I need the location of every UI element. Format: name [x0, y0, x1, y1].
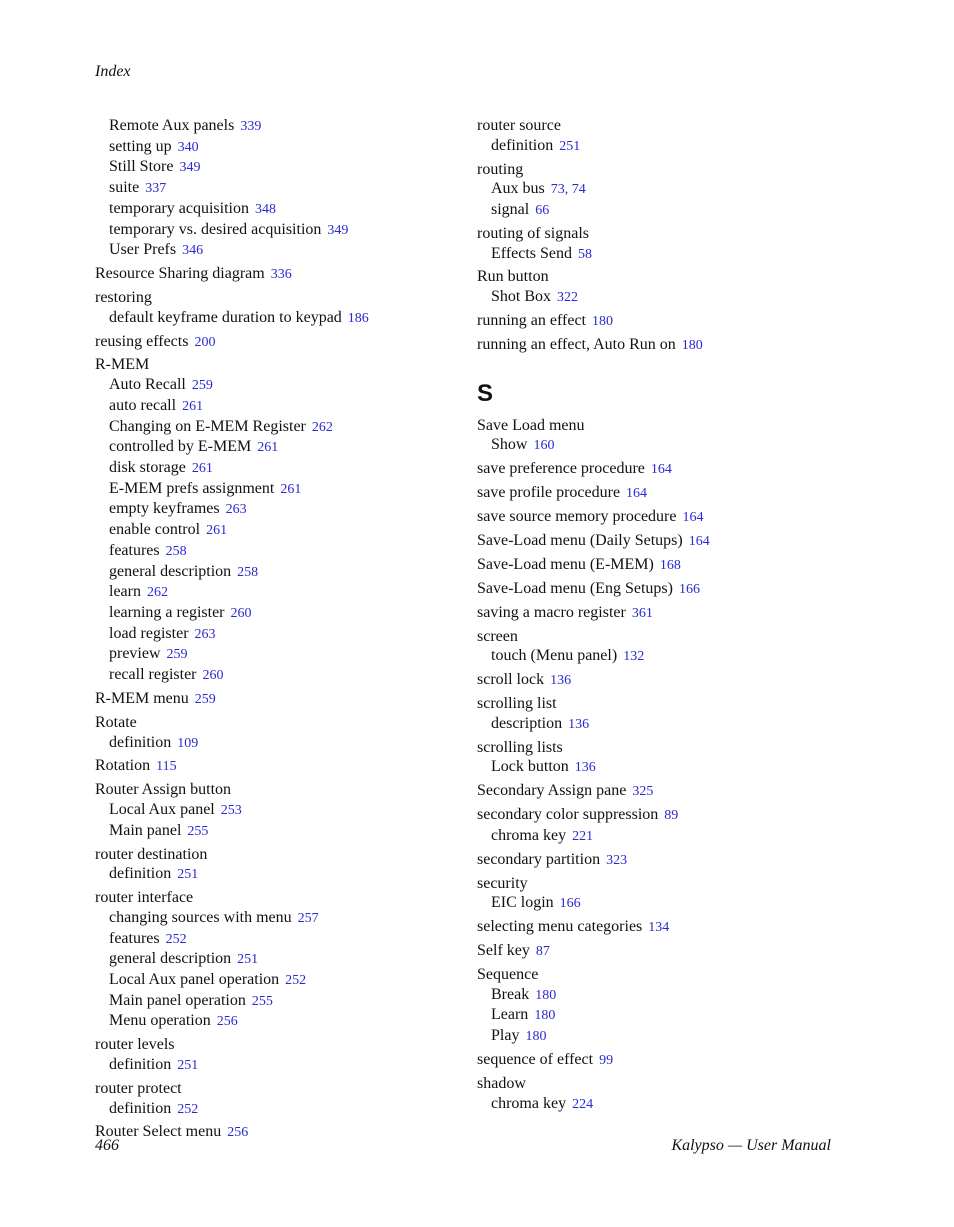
- index-entry: [477, 781, 857, 802]
- page-reference-link[interactable]: 164: [682, 510, 704, 526]
- page-reference-link[interactable]: 180: [681, 337, 703, 353]
- entry-term: setting up: [109, 137, 172, 155]
- index-entry: [477, 416, 857, 436]
- index-subentry: [95, 821, 475, 842]
- index-subentry: [477, 244, 857, 265]
- entry-term: Changing on E-MEM Register: [109, 417, 306, 435]
- entry-term: security: [477, 874, 528, 892]
- index-entry: [95, 288, 475, 308]
- page-reference-link[interactable]: 164: [626, 486, 648, 502]
- index-subentry: [95, 929, 475, 950]
- entry-term: save profile procedure: [477, 484, 621, 502]
- page-reference-link[interactable]: 115: [156, 759, 177, 775]
- page-reference-link[interactable]: 136: [550, 673, 572, 689]
- entry-term: shadow: [477, 1074, 526, 1092]
- page-reference-link[interactable]: 325: [632, 784, 654, 800]
- page-reference-link[interactable]: 166: [559, 896, 581, 912]
- page-reference-link[interactable]: 252: [285, 973, 307, 988]
- page-reference-link[interactable]: 261: [182, 398, 204, 414]
- entry-term: EIC login: [491, 894, 554, 912]
- index-entry: [477, 507, 857, 528]
- entry-term: secondary partition: [477, 850, 601, 868]
- index-entry: [477, 670, 857, 691]
- entry-term: selecting menu categories: [477, 918, 643, 936]
- index-entry: [477, 1050, 857, 1071]
- index-entry: [477, 335, 857, 356]
- index-subentry: [95, 864, 475, 885]
- page-reference-link[interactable]: 337: [145, 181, 167, 197]
- index-entry: [477, 311, 857, 332]
- page-reference-link[interactable]: 136: [568, 716, 590, 732]
- page-reference-link[interactable]: 160: [533, 438, 555, 454]
- page-reference-link[interactable]: 251: [559, 138, 581, 154]
- page-reference-link[interactable]: 263: [225, 502, 247, 518]
- page-reference-link[interactable]: 221: [572, 828, 594, 844]
- entry-term: Sequence: [477, 965, 539, 983]
- entry-term: general description: [109, 950, 232, 968]
- entry-term: controlled by E-MEM: [109, 438, 252, 456]
- section-letter: S: [477, 379, 494, 407]
- page-reference-link[interactable]: 109: [177, 735, 199, 751]
- entry-term: signal: [491, 201, 530, 218]
- entry-term: Run button: [477, 268, 549, 286]
- entry-term: temporary vs. desired acquisition: [109, 220, 322, 238]
- page-reference-link[interactable]: 336: [270, 267, 292, 283]
- entry-term: auto recall: [109, 396, 177, 414]
- index-subentry: [477, 179, 857, 200]
- page-reference-link[interactable]: 322: [557, 290, 579, 306]
- entry-term: learn: [109, 583, 141, 601]
- entry-term: temporary acquisition: [109, 199, 249, 217]
- entry-term: restoring: [95, 289, 152, 306]
- entry-term: running an effect: [477, 312, 586, 330]
- page-reference-link[interactable]: 256: [227, 1125, 249, 1141]
- entry-term: Aux bus: [491, 180, 545, 198]
- page-reference-link[interactable]: 339: [240, 119, 262, 134]
- entry-term: router source: [477, 117, 561, 134]
- page-reference-link[interactable]: 180: [525, 1029, 547, 1045]
- page-reference-link[interactable]: 87: [535, 944, 550, 960]
- page-reference-link[interactable]: 251: [177, 867, 199, 883]
- entry-term: router interface: [95, 889, 194, 907]
- index-entry: [477, 627, 857, 647]
- entry-term: features: [109, 929, 160, 947]
- page-reference-link[interactable]: 346: [182, 243, 204, 259]
- page-reference-link[interactable]: 261: [257, 440, 279, 456]
- page-reference-link[interactable]: 132: [623, 649, 645, 665]
- page-reference-link[interactable]: 180: [535, 987, 557, 1003]
- entry-term: general description: [109, 562, 232, 580]
- entry-term: scrolling list: [477, 694, 557, 712]
- entry-term: save source memory procedure: [477, 508, 677, 526]
- entry-term: Show: [491, 436, 528, 454]
- index-entry: [477, 267, 857, 287]
- index-subentry: [95, 308, 475, 329]
- entry-term: E-MEM prefs assignment: [109, 479, 275, 497]
- page-reference-link[interactable]: 180: [534, 1008, 556, 1024]
- index-subentry: [95, 178, 475, 199]
- index-subentry: [477, 200, 857, 221]
- page-reference-link[interactable]: 262: [146, 585, 168, 601]
- index-entry: [477, 555, 857, 576]
- entry-term: load register: [109, 624, 189, 642]
- page-reference-link[interactable]: 73, 74: [550, 182, 586, 198]
- entry-term: empty keyframes: [109, 500, 220, 518]
- entry-term: Local Aux panel operation: [109, 971, 280, 988]
- entry-term: router levels: [95, 1036, 175, 1054]
- page-reference-link[interactable]: 259: [191, 378, 213, 394]
- index-subentry: [95, 137, 475, 158]
- entry-term: User Prefs: [109, 241, 177, 259]
- entry-term: enable control: [109, 521, 201, 539]
- entry-term: Break: [491, 985, 530, 1003]
- page-reference-link[interactable]: 261: [206, 523, 228, 539]
- manual-title: Kalypso — User Manual: [671, 1137, 831, 1154]
- page-reference-link[interactable]: 259: [194, 691, 216, 707]
- index-subentry: [95, 375, 475, 396]
- page-reference-link[interactable]: 58: [578, 246, 593, 262]
- index-subentry: [95, 562, 475, 583]
- page-reference-link[interactable]: 349: [327, 222, 349, 238]
- page-reference-link[interactable]: 252: [177, 1101, 199, 1117]
- index-subentry: [95, 479, 475, 500]
- entry-term: Shot Box: [491, 288, 552, 306]
- page-reference-link[interactable]: 348: [254, 201, 276, 217]
- index-entry: [477, 160, 857, 180]
- index-subentry: [95, 624, 475, 645]
- entry-term: definition: [109, 1099, 172, 1117]
- index-subentry: [95, 644, 475, 665]
- index-entry: [477, 941, 857, 962]
- entry-term: Auto Recall: [109, 376, 186, 394]
- index-subentry: [477, 1005, 857, 1026]
- index-subentry: [477, 1026, 857, 1047]
- index-entry: [477, 579, 857, 600]
- entry-term: Router Select menu: [95, 1123, 222, 1141]
- index-entry: [477, 965, 857, 985]
- index-entry: [477, 805, 857, 826]
- entry-term: R-MEM menu: [95, 689, 189, 707]
- entry-term: preview: [109, 645, 161, 663]
- index-subentry: [477, 985, 857, 1006]
- page-reference-link[interactable]: 361: [631, 605, 653, 621]
- entry-term: features: [109, 541, 160, 559]
- entry-term: description: [491, 714, 563, 732]
- index-column-right: [477, 116, 857, 1114]
- page-reference-link[interactable]: 89: [664, 808, 679, 824]
- index-entry: [477, 116, 857, 136]
- page-reference-link[interactable]: 166: [678, 581, 700, 597]
- page-reference-link[interactable]: 136: [574, 760, 596, 776]
- index-entry: [95, 1035, 475, 1055]
- page-reference-link[interactable]: 255: [187, 823, 209, 839]
- index-subentry: [477, 287, 857, 308]
- index-entry: [477, 531, 857, 552]
- page-reference-link[interactable]: 134: [648, 920, 670, 936]
- page-reference-link[interactable]: 260: [202, 668, 224, 684]
- page-reference-link[interactable]: 261: [191, 461, 213, 476]
- index-subentry: [477, 757, 857, 778]
- index-subentry: [95, 199, 475, 220]
- entry-term: suite: [109, 179, 140, 197]
- entry-term: sequence of effect: [477, 1050, 594, 1068]
- index-entry: [477, 850, 857, 871]
- entry-term: scroll lock: [477, 671, 545, 689]
- index-entry: [477, 738, 857, 758]
- page-reference-link[interactable]: 99: [599, 1052, 614, 1068]
- index-subentry: [95, 417, 475, 438]
- index-subentry: [95, 240, 475, 261]
- index-subentry: [95, 970, 475, 991]
- entry-term: definition: [109, 733, 172, 751]
- index-entry: [477, 224, 857, 244]
- index-subentry: [95, 733, 475, 754]
- entry-term: Still Store: [109, 158, 174, 176]
- entry-term: scrolling lists: [477, 738, 563, 756]
- entry-term: routing of signals: [477, 224, 589, 242]
- index-subentry: [95, 499, 475, 520]
- index-subentry: [95, 541, 475, 562]
- index-subentry: [95, 1055, 475, 1076]
- index-subentry: [95, 991, 475, 1012]
- page-reference-link[interactable]: 180: [592, 314, 613, 330]
- page-reference-link[interactable]: 164: [688, 533, 710, 549]
- index-entry: [95, 888, 475, 908]
- index-entry: [95, 332, 475, 353]
- index-subentry: [95, 1099, 475, 1120]
- page-reference-link[interactable]: 251: [237, 952, 259, 968]
- entry-term: Main panel: [109, 821, 182, 839]
- index-entry: [477, 483, 857, 504]
- index-subentry: [95, 220, 475, 241]
- index-subentry: [95, 520, 475, 541]
- entry-term: Menu operation: [109, 1012, 211, 1030]
- index-entry: [477, 603, 857, 624]
- index-entry: [95, 1122, 475, 1143]
- page-reference-link[interactable]: 262: [311, 419, 333, 435]
- page-reference-link[interactable]: 258: [165, 543, 187, 559]
- index-subentry: [477, 136, 857, 157]
- index-entry: [95, 756, 475, 777]
- index-entry: [95, 355, 475, 375]
- entry-term: Self key: [477, 942, 530, 960]
- index-subentry: [95, 603, 475, 624]
- page-reference-link[interactable]: 224: [572, 1096, 594, 1112]
- entry-term: Save-Load menu (E-MEM): [477, 555, 654, 573]
- entry-term: Lock button: [491, 758, 569, 776]
- page-reference-link[interactable]: 251: [177, 1058, 199, 1073]
- entry-term: router protect: [95, 1079, 182, 1097]
- entry-term: Secondary Assign pane: [477, 782, 627, 800]
- entry-term: touch (Menu panel): [491, 647, 618, 665]
- index-subentry: [95, 582, 475, 603]
- entry-term: screen: [477, 627, 518, 645]
- index-subentry: [95, 116, 475, 137]
- page-reference-link[interactable]: 253: [220, 803, 242, 818]
- entry-term: Local Aux panel: [109, 801, 215, 818]
- entry-term: Rotate: [95, 713, 137, 731]
- index-entry: [477, 917, 857, 938]
- entry-term: definition: [109, 865, 172, 883]
- index-subentry: [95, 800, 475, 821]
- page-reference-link[interactable]: 263: [194, 626, 216, 642]
- index-entry: [95, 845, 475, 865]
- index-subentry: [477, 714, 857, 735]
- page-reference-link[interactable]: 349: [179, 160, 201, 176]
- entry-term: R-MEM: [95, 356, 150, 374]
- index-subentry: [477, 435, 857, 456]
- entry-term: definition: [109, 1056, 172, 1073]
- entry-term: Save-Load menu (Daily Setups): [477, 531, 683, 549]
- page-reference-link[interactable]: 261: [280, 481, 302, 497]
- entry-term: chroma key: [491, 1094, 567, 1112]
- entry-term: reusing effects: [95, 332, 189, 350]
- index-subentry: [95, 1011, 475, 1032]
- index-column-left: [95, 116, 475, 1143]
- entry-term: changing sources with menu: [109, 908, 292, 926]
- page-reference-link[interactable]: 164: [650, 462, 672, 478]
- entry-term: save preference procedure: [477, 460, 645, 478]
- index-subentry: [95, 458, 475, 479]
- page-number: 466: [95, 1137, 119, 1154]
- entry-term: router destination: [95, 845, 208, 863]
- index-entry: [95, 689, 475, 710]
- entry-term: Play: [491, 1027, 520, 1045]
- index-entry: [477, 694, 857, 714]
- entry-term: routing: [477, 160, 524, 178]
- index-subentry: [95, 949, 475, 970]
- index-entry: [95, 264, 475, 285]
- entry-term: disk storage: [109, 459, 186, 476]
- entry-term: Learn: [491, 1006, 529, 1024]
- page-reference-link[interactable]: 323: [606, 852, 628, 868]
- entry-term: Main panel operation: [109, 991, 246, 1009]
- index-subentry: [95, 908, 475, 929]
- index-entry: [477, 459, 857, 480]
- entry-term: saving a macro register: [477, 603, 626, 621]
- entry-term: learning a register: [109, 603, 225, 621]
- index-entry: [95, 713, 475, 733]
- page-reference-link[interactable]: 255: [251, 993, 273, 1009]
- index-subentry: [95, 665, 475, 686]
- entry-term: recall register: [109, 666, 197, 684]
- entry-term: definition: [491, 136, 554, 154]
- entry-term: Effects Send: [491, 244, 573, 262]
- index-entry: [477, 874, 857, 894]
- entry-term: default keyframe duration to keypad: [109, 308, 342, 326]
- entry-term: Router Assign button: [95, 781, 232, 799]
- entry-term: Resource Sharing diagram: [95, 265, 265, 283]
- running-header: Index: [95, 63, 131, 80]
- page-reference-link[interactable]: 259: [166, 647, 188, 663]
- page-reference-link[interactable]: 168: [659, 557, 681, 573]
- index-subentry: [477, 1094, 857, 1115]
- page-reference-link[interactable]: 257: [297, 910, 319, 926]
- index-subentry: [477, 893, 857, 914]
- page-reference-link[interactable]: 258: [237, 564, 259, 580]
- entry-term: Save-Load menu (Eng Setups): [477, 579, 673, 597]
- entry-term: chroma key: [491, 826, 567, 844]
- page-reference-link[interactable]: 260: [230, 605, 252, 621]
- index-entry: [477, 1074, 857, 1094]
- index-subentry: [477, 646, 857, 667]
- page-reference-link[interactable]: 66: [535, 203, 550, 218]
- index-subentry: [477, 826, 857, 847]
- entry-term: Save Load menu: [477, 416, 585, 434]
- page-reference-link[interactable]: 340: [177, 139, 199, 155]
- index-entry: [95, 1079, 475, 1099]
- page-reference-link[interactable]: 256: [216, 1014, 238, 1030]
- entry-term: secondary color suppression: [477, 806, 659, 824]
- page-reference-link[interactable]: 200: [194, 334, 216, 350]
- index-subentry: [95, 396, 475, 417]
- page-reference-link[interactable]: 186: [347, 310, 369, 326]
- entry-term: running an effect, Auto Run on: [477, 335, 676, 353]
- entry-term: Rotation: [95, 757, 151, 775]
- index-subentry: [95, 437, 475, 458]
- page-reference-link[interactable]: 252: [165, 931, 187, 947]
- index-entry: [95, 780, 475, 800]
- index-subentry: [95, 157, 475, 178]
- entry-term: Remote Aux panels: [109, 117, 235, 134]
